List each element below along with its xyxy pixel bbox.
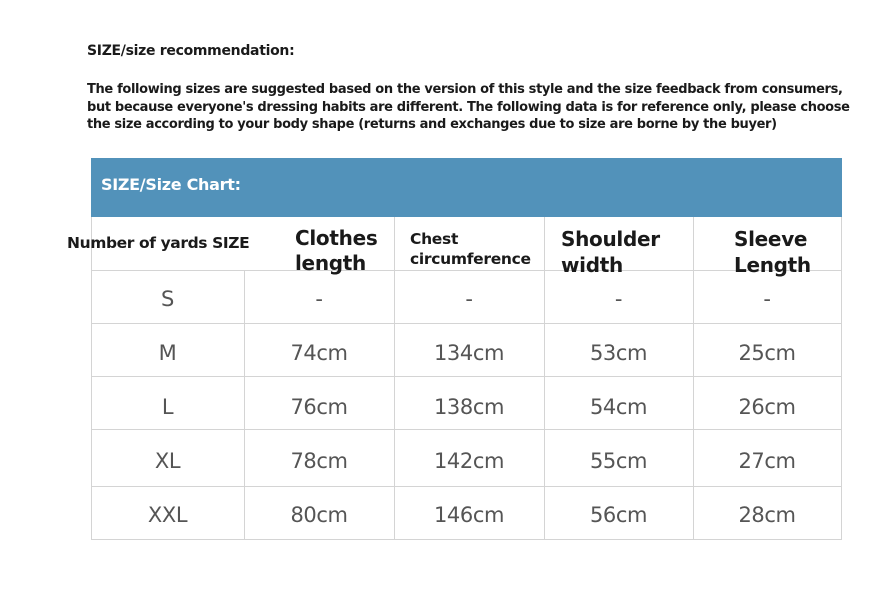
grid-line [693,217,694,540]
header-size: Number of yards SIZE [67,234,250,252]
size-chart-title: SIZE/Size Chart: [101,175,241,194]
intro-line: the size according to your body shape (returns and exchanges due to size are borne by the buyer) [87,117,777,132]
value-cell: 56cm [589,503,648,527]
grid-line [91,376,842,377]
size-cell: XL [154,449,181,473]
intro-line: but because everyone's dressing habits are different. The following data is for reference only, please choose [87,99,850,115]
size-cell: M [158,341,177,365]
header-line: width [561,253,623,277]
value-cell: 134cm [433,341,505,365]
header-sleeve-length [734,226,811,278]
value-cell: 76cm [290,395,348,419]
value-cell: 25cm [738,341,796,365]
value-cell: 54cm [589,395,648,419]
value-cell: 26cm [738,395,796,419]
grid-line [91,323,842,324]
value-cell: 146cm [433,503,505,527]
header-clothes-length [295,226,377,276]
value-cell: 55cm [589,449,648,473]
header-line: Clothes [295,226,378,250]
grid-line [91,429,842,430]
grid-line [91,486,842,487]
value-cell: 74cm [290,341,348,365]
size-cell: S [161,287,174,311]
header-line: Length [734,253,811,277]
header-line: circumference [410,250,531,268]
header-shoulder-width [561,226,660,278]
value-cell: 27cm [738,449,796,473]
grid-line [91,270,842,271]
value-cell: 28cm [738,503,796,527]
intro-line: The following sizes are suggested based on the version of this style and the size feedback from consumers, [87,82,843,97]
size-chart-title-bar [91,158,842,217]
value-cell: 78cm [290,449,348,473]
value-cell: 138cm [433,395,505,419]
value-cell: - [315,287,323,311]
grid-line [91,217,92,540]
value-cell: - [614,287,623,311]
grid-line [91,539,842,540]
size-cell: L [161,395,174,419]
grid-line [841,217,842,540]
header-line: Sleeve [734,227,808,251]
header-line: Chest [410,230,459,248]
value-cell: 53cm [589,341,648,365]
value-cell: 80cm [290,503,348,527]
header-chest-circumference [410,229,531,269]
value-cell: 142cm [433,449,505,473]
intro-paragraph [87,81,850,134]
grid-line [394,217,395,540]
grid-line [544,217,545,540]
value-cell: - [465,287,473,311]
value-cell: - [763,287,771,311]
header-line: Shoulder [561,227,660,251]
size-cell: XXL [147,503,188,527]
page-heading: SIZE/size recommendation: [87,43,295,59]
header-line: length [295,251,366,275]
